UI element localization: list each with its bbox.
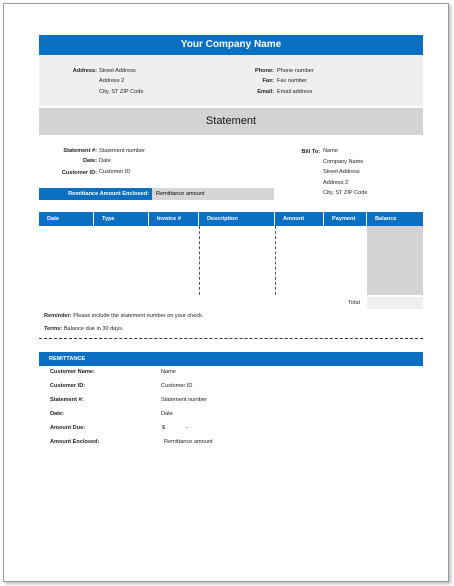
bill-to-label: Bill To: — [301, 149, 320, 155]
col-payment: Payment — [324, 212, 367, 226]
address-line-3: City, ST ZIP Code — [99, 89, 144, 95]
remit-statement-value: Statement number — [161, 397, 208, 403]
reminder-note — [44, 313, 204, 320]
bill-to-line-5: City, ST ZIP Code — [323, 190, 368, 196]
company-name-header: Your Company Name — [39, 35, 423, 55]
remittance-header: REMITTANCE — [39, 352, 423, 366]
total-label: Total — [348, 300, 360, 306]
remit-amount-due-value: - — [186, 425, 188, 431]
terms-text: Balance due in 30 days. — [63, 326, 124, 332]
col-balance: Balance — [375, 216, 397, 222]
terms-note — [44, 326, 124, 333]
bill-to-line-2: Company Name — [323, 159, 364, 165]
cut-line — [39, 338, 423, 339]
remit-customer-name-value: Name — [161, 369, 176, 375]
email-label: Email: — [257, 89, 274, 95]
statement-page — [3, 3, 449, 582]
customer-id-value: Customer ID — [99, 169, 131, 175]
remit-customer-id-label: Customer ID: — [50, 383, 86, 389]
date-value: Date — [99, 158, 111, 164]
reminder-text: Please include the statement number on your check. — [73, 313, 204, 319]
col-amount: Amount — [275, 212, 324, 226]
fax-value: Fax number — [277, 78, 307, 84]
statement-number-label: Statement #: — [63, 148, 97, 154]
email-value: Email address — [277, 89, 313, 95]
total-value-cell — [367, 297, 423, 309]
transactions-table-header — [39, 212, 423, 226]
amount-enclosed-label: Remittance Amount Enclosed: — [39, 188, 152, 200]
remit-customer-id-value: Customer ID — [161, 383, 193, 389]
remit-amount-enclosed-label: Amount Enclosed: — [50, 439, 100, 445]
address-line-2: Address 2 — [99, 78, 125, 84]
bill-to-line-3: Street Address — [323, 169, 360, 175]
col-date: Date — [39, 212, 94, 226]
table-divider — [275, 226, 276, 295]
phone-label: Phone: — [255, 68, 274, 74]
bill-to-line-4: Address 2 — [323, 180, 349, 186]
phone-value: Phone number — [277, 68, 314, 74]
date-label: Date: — [83, 158, 97, 164]
terms-label: Terms: — [44, 326, 63, 332]
amount-enclosed-field[interactable]: Remittance amount — [152, 188, 274, 200]
col-description: Description — [199, 212, 275, 226]
reminder-label: Reminder: — [44, 313, 72, 319]
remit-customer-name-label: Customer Name: — [50, 369, 95, 375]
contact-info-box — [39, 55, 423, 106]
balance-column — [367, 226, 423, 295]
statement-number-value: Statement number — [99, 148, 146, 154]
address-label: Address: — [72, 68, 97, 74]
remit-amount-due-currency: $ — [162, 425, 166, 431]
col-type: Type — [94, 212, 149, 226]
remit-date-label: Date: — [50, 411, 64, 417]
customer-id-label: Customer ID: — [61, 170, 97, 176]
bill-to-line-1: Name — [323, 148, 338, 154]
remit-amount-enclosed-value[interactable]: Remittance amount — [164, 439, 213, 445]
statement-title: Statement — [39, 108, 423, 135]
address-line-1: Street Address — [99, 68, 136, 74]
fax-label: Fax: — [262, 78, 274, 84]
remit-statement-label: Statement #: — [50, 397, 84, 403]
remit-date-value: Date — [161, 411, 173, 417]
remit-amount-due-label: Amount Due: — [50, 425, 86, 431]
col-invoice: Invoice # — [149, 212, 199, 226]
table-divider — [199, 226, 200, 295]
